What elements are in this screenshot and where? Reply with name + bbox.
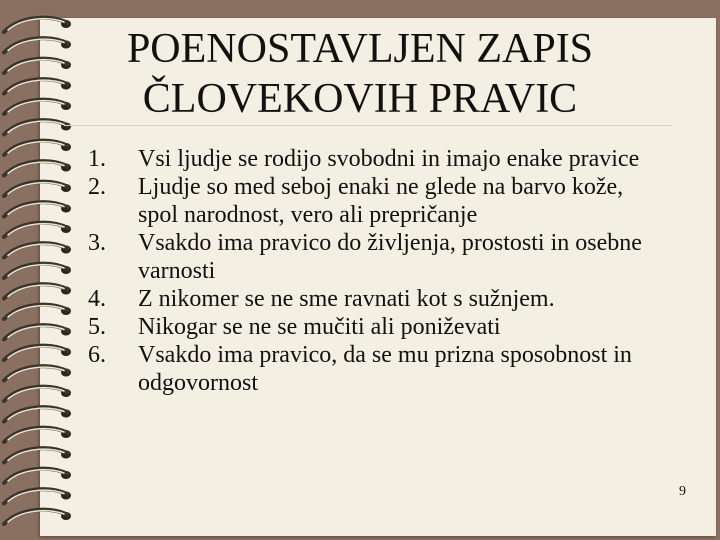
list-item	[88, 229, 658, 285]
list-item-text: Vsakdo ima pravico, da se mu prizna sposobnost in odgovornost	[138, 342, 632, 396]
spiral-ring-icon	[4, 510, 71, 524]
list-item	[88, 173, 658, 229]
spiral-ring-icon	[4, 264, 71, 278]
spiral-ring-icon	[4, 489, 71, 503]
list-item-text: Nikogar se ne se mučiti ali poniževati	[138, 314, 501, 340]
title-divider	[64, 125, 672, 126]
title-line-1: POENOSTAVLJEN ZAPIS	[126, 26, 594, 72]
list-item-number: 1.	[88, 146, 106, 172]
spiral-ring-icon	[4, 161, 71, 175]
list-item	[88, 341, 658, 397]
rights-list	[88, 145, 658, 397]
spiral-ring-icon	[4, 202, 71, 216]
spiral-ring-icon	[4, 407, 71, 421]
list-item-number: 2.	[88, 174, 106, 200]
spiral-ring-icon	[4, 448, 71, 462]
spiral-ring-icon	[4, 182, 71, 196]
list-item-text: Vsi ljudje se rodijo svobodni in imajo enake pravice	[138, 146, 640, 172]
spiral-ring-icon	[4, 243, 71, 257]
list-item-text: Ljudje so med seboj enaki ne glede na barvo kože, spol narodnost, vero ali prepričanje	[138, 174, 624, 228]
list-item-number: 4.	[88, 286, 106, 312]
list-item-text: Vsakdo ima pravico do življenja, prostosti in osebne varnosti	[138, 230, 642, 284]
spiral-ring-icon	[4, 284, 71, 298]
list-item-number: 3.	[88, 230, 106, 256]
spiral-ring-icon	[4, 141, 71, 155]
spiral-ring-icon	[4, 366, 71, 380]
list-item	[88, 285, 658, 313]
list-item-number: 6.	[88, 342, 106, 368]
spiral-ring-icon	[4, 469, 71, 483]
list-item	[88, 145, 658, 173]
spiral-ring-icon	[4, 346, 71, 360]
title-line-2: ČLOVEKOVIH PRAVIC	[142, 76, 578, 122]
spiral-ring-icon	[4, 325, 71, 339]
slide-title	[60, 24, 660, 124]
list-item	[88, 313, 658, 341]
spiral-ring-icon	[4, 387, 71, 401]
list-item-number: 5.	[88, 314, 106, 340]
spiral-ring-icon	[4, 428, 71, 442]
list-item-text: Z nikomer se ne sme ravnati kot s sužnjem.	[138, 286, 555, 312]
page-number: 9	[679, 484, 686, 499]
spiral-ring-icon	[4, 305, 71, 319]
spiral-ring-icon	[4, 223, 71, 237]
